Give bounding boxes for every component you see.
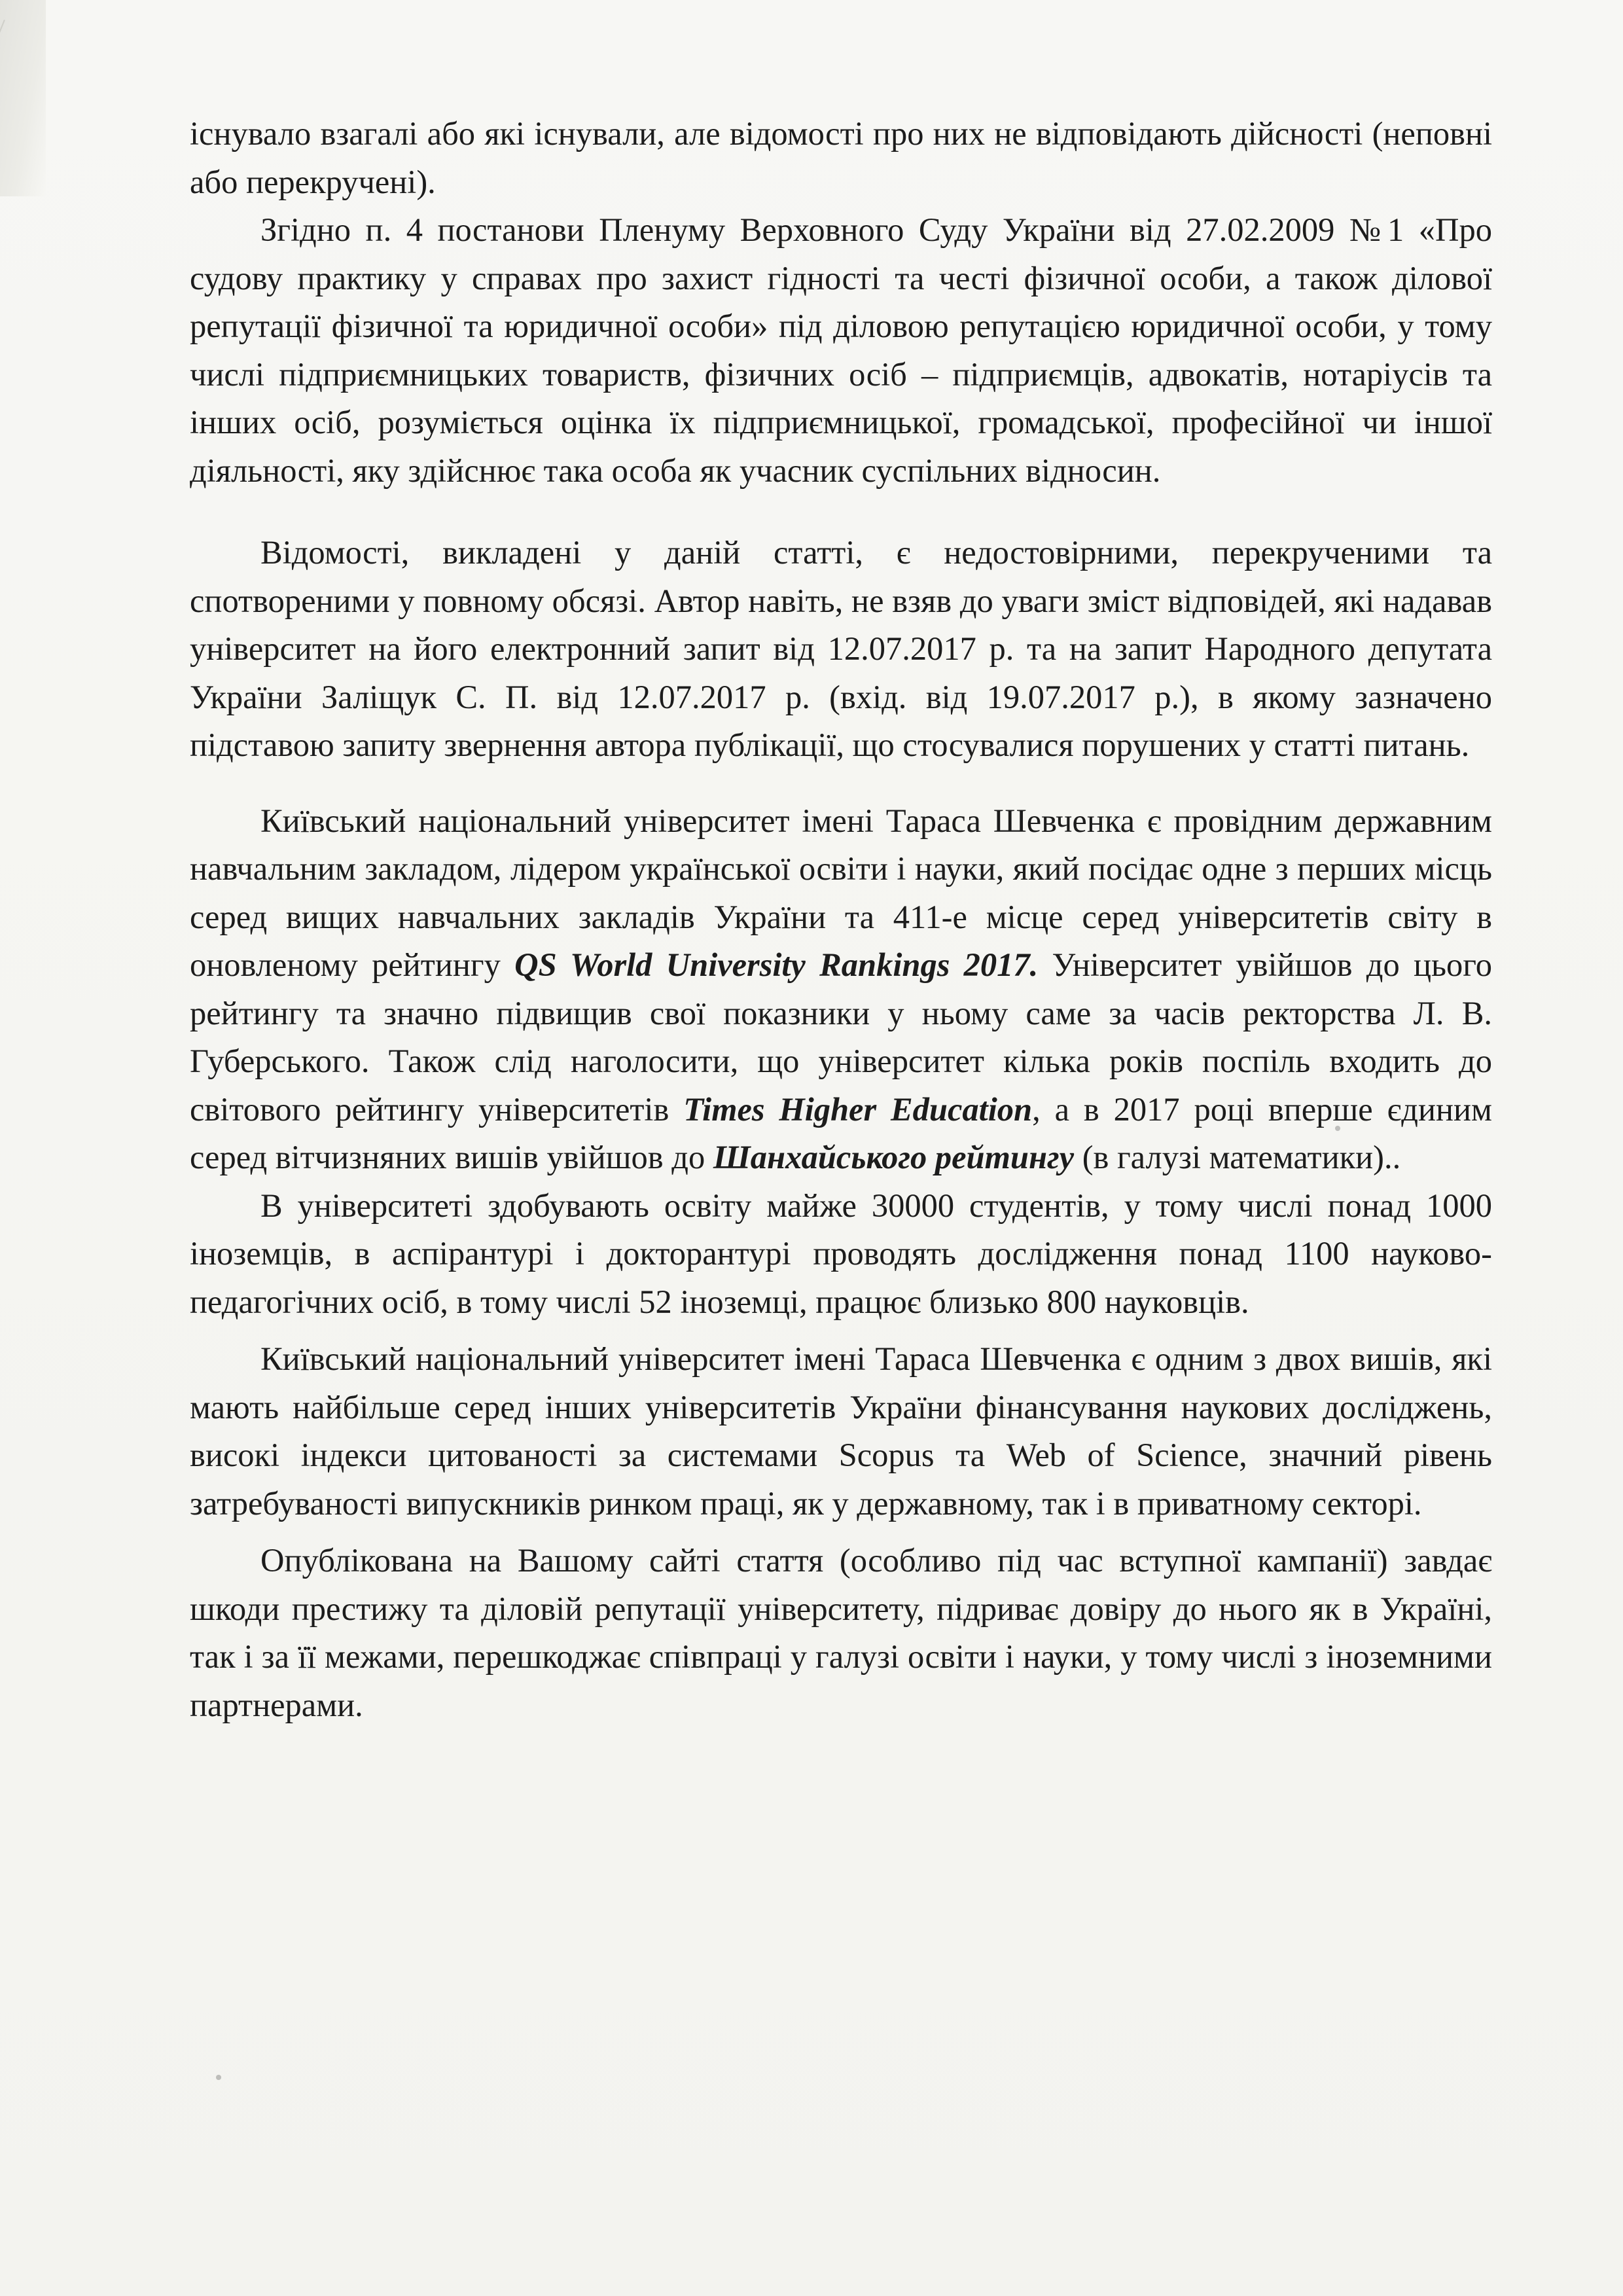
letter-body (190, 110, 1492, 1729)
shanghai-ranking-name: Шанхайського рейтингу (713, 1139, 1075, 1175)
rankings-text-1: Київський національний університет імені Тараса Шевченка є провідним державним навчальним закладом, лідером української освіти і науки, який посідає одне з перших місць серед вищих навчальних закладів України та 411-е місце серед університетів світу в оновленому рейтингу (190, 802, 1492, 983)
rankings-text-4: (в галузі математики).. (1074, 1139, 1401, 1175)
paragraph-inaccurate-information: Відомості, викладені у даній статті, є недостовірними, перекрученими та спотвореними у повному обсязі. Автор навіть, не взяв до уваги зміст відповідей, які надавав університет на його електронний запит від 12.07.2017 р. та на запит Народного депутата України Заліщук С. П. від 12.07.2017 р. (вхід. від 19.07.2017 р.), в якому зазначено підставою запиту звернення автора публікації, що стосувалися порушених у статті питань. (190, 534, 1492, 763)
scan-speck (216, 2075, 221, 2080)
the-ranking-name: Times Higher Education (683, 1090, 1033, 1128)
fold-crease (0, 20, 5, 190)
paragraph-continuation: існувало взагалі або які існували, але відомості про них не відповідають дійсності (неповні або перекручені). (190, 115, 1492, 200)
paragraph-student-statistics: В університеті здобувають освіту майже 30000 студентів, у тому числі понад 1000 іноземців, в аспірантурі і докторантурі проводять дослідження понад 1100 науково-педагогічних осіб, в тому числі 52 іноземці, працює близько 800 науковців. (190, 1187, 1492, 1320)
paragraph-spacer (190, 1528, 1492, 1537)
scan-speck (1335, 1126, 1340, 1131)
paragraph-plenum-reference: Згідно п. 4 постанови Пленуму Верховного Суду України від 27.02.2009 №1 «Про судову практику у справах про захист гідності та честі фізичної особи, а також ділової репутації фізичної та юридичної особи» під діловою репутацією юридичної особи, у тому числі підприємницьких товариств, фізичних осіб – підприємців, адвокатів, нотаріусів та інших осіб, розуміється оцінка їх підприємницької, громадської, професійної чи іншої діяльності, яку здійснює така особа як учасник суспільних відносин. (190, 211, 1492, 489)
qs-ranking-name: QS World University Rankings 2017. (514, 946, 1039, 983)
rankings-text-2: Університет увійшов до цього рейтингу та значно підвищив свої показники у ньому саме за часів ректорства Л. В. Губерського. Також слід наголосити, що університет кілька років поспіль входить до світового рейтингу університетів (190, 946, 1492, 1128)
paragraph-reputation-damage: Опублікована на Вашому сайті стаття (особливо під час вступної кампанії) завдає шкоди престижу та діловій репутації університету, підриває довіру до нього як в Україні, так і за її межами, перешкоджає співпраці у галузі освіти і науки, у тому числі з іноземними партнерами. (190, 1542, 1492, 1723)
paragraph-research-funding: Київський національний університет імені Тараса Шевченка є одним з двох вишів, які мають найбільше серед інших університетів України фінансування наукових досліджень, високі індекси цитованості за системами Scopus та Web of Science, значний рівень затребуваності випускників ринком праці, як у державному, так і в приватному секторі. (190, 1340, 1492, 1522)
paragraph-spacer (190, 770, 1492, 797)
rankings-text-3: , а в 2017 році вперше єдиним серед вітчизняних вишів увійшов до (190, 1090, 1492, 1175)
folded-corner (0, 0, 46, 196)
paragraph-university-rankings (190, 797, 1492, 1182)
paragraph-spacer (190, 495, 1492, 529)
paragraph-spacer (190, 1326, 1492, 1335)
